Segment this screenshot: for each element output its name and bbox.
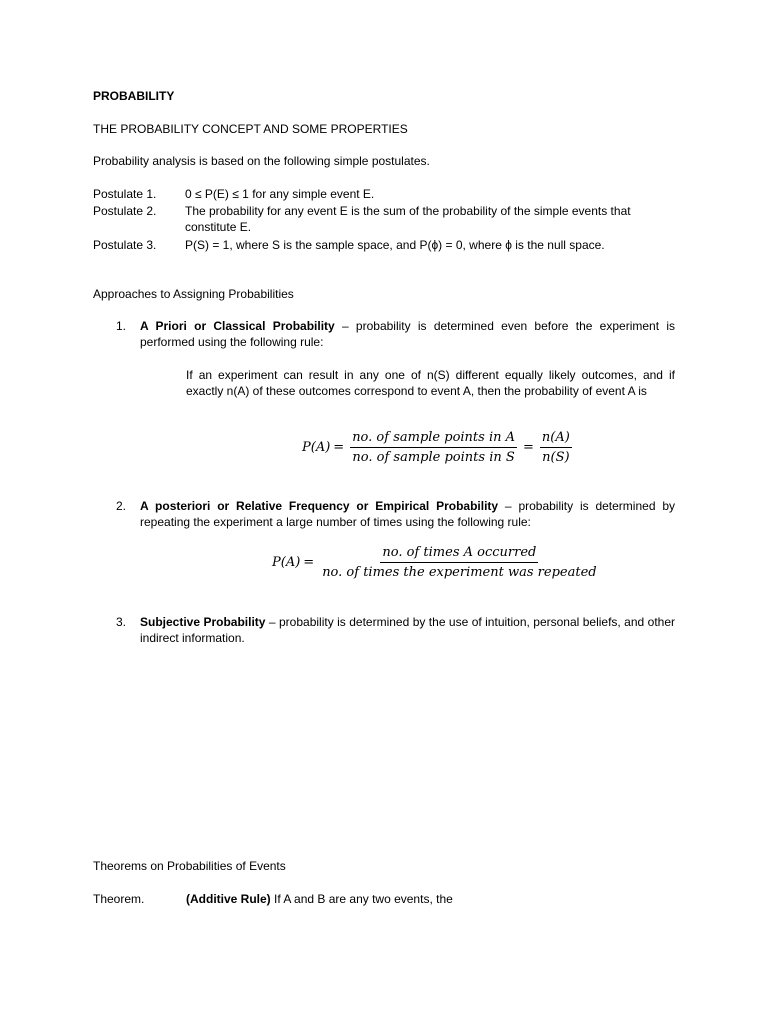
item-desc: – probability is determined even before the experiment is performed using the following rule: (140, 319, 675, 349)
equals-sign: = (303, 554, 315, 570)
theorem-statement: If A and B are any two events, the (270, 892, 453, 906)
theorem-label: Theorem. (93, 892, 145, 906)
item-number: 3. (116, 615, 127, 629)
item-desc: – probability is determined by the use of intuition, personal beliefs, and other indirect information. (140, 615, 675, 645)
item-text (140, 498, 675, 530)
postulate-text: 0 ≤ P(E) ≤ 1 for any simple event E. (185, 187, 375, 201)
formula-lhs: P(A) (302, 439, 331, 455)
item-desc: – probability is determined by repeating the experiment a large number of times using the following rule: (140, 499, 675, 529)
postulate-text: The probability for any event E is the sum of the probability of the simple events that constitute E. (185, 204, 631, 234)
postulate-label: Postulate 2. (93, 204, 157, 218)
fraction-numerator: no. of times A occurred (380, 544, 538, 563)
fraction-denominator: no. of times the experiment was repeated (322, 565, 597, 580)
theorem-name: (Additive Rule) (186, 892, 271, 906)
postulate-label: Postulate 3. (93, 238, 157, 252)
theorem-text (186, 891, 453, 907)
formula-lhs: P(A) (272, 554, 301, 570)
postulate-text: P(S) = 1, where S is the sample space, and P(ϕ) = 0, where ϕ is the null space. (185, 238, 605, 252)
item-name: A Priori or Classical Probability (140, 319, 335, 333)
postulate-1 (93, 186, 675, 202)
item-name: Subjective Probability (140, 615, 266, 629)
page-title: PROBABILITY (93, 89, 175, 103)
fraction-sample-points (350, 429, 517, 466)
fraction-counts (540, 429, 572, 466)
fraction-numerator: no. of sample points in A (350, 429, 517, 448)
fraction-numerator: n(A) (540, 429, 572, 448)
fraction-frequency (320, 544, 598, 581)
section-title: THE PROBABILITY CONCEPT AND SOME PROPERTIES (93, 122, 408, 136)
item-text (140, 318, 675, 350)
postulate-label: Postulate 1. (93, 187, 157, 201)
theorems-title: Theorems on Probabilities of Events (93, 859, 286, 873)
fraction-denominator: no. of sample points in S (352, 450, 515, 465)
item-number: 1. (116, 319, 127, 333)
postulate-2 (93, 203, 675, 235)
formula-classical (302, 429, 575, 466)
fraction-denominator: n(S) (542, 450, 570, 465)
item-text (140, 614, 675, 646)
equals-sign: = (333, 439, 345, 455)
postulate-3 (93, 237, 675, 253)
classical-rule-text: If an experiment can result in any one of n(S) different equally likely outcomes, and if exactly n(A) of these outcomes correspond to event A, then the probability of event A is (186, 368, 675, 398)
item-name: A posteriori or Relative Frequency or Empirical Probability (140, 499, 499, 513)
equals-sign: = (523, 439, 534, 455)
formula-empirical (272, 544, 602, 581)
item-number: 2. (116, 499, 127, 513)
intro-paragraph: Probability analysis is based on the following simple postulates. (93, 154, 430, 168)
approaches-title: Approaches to Assigning Probabilities (93, 287, 294, 301)
